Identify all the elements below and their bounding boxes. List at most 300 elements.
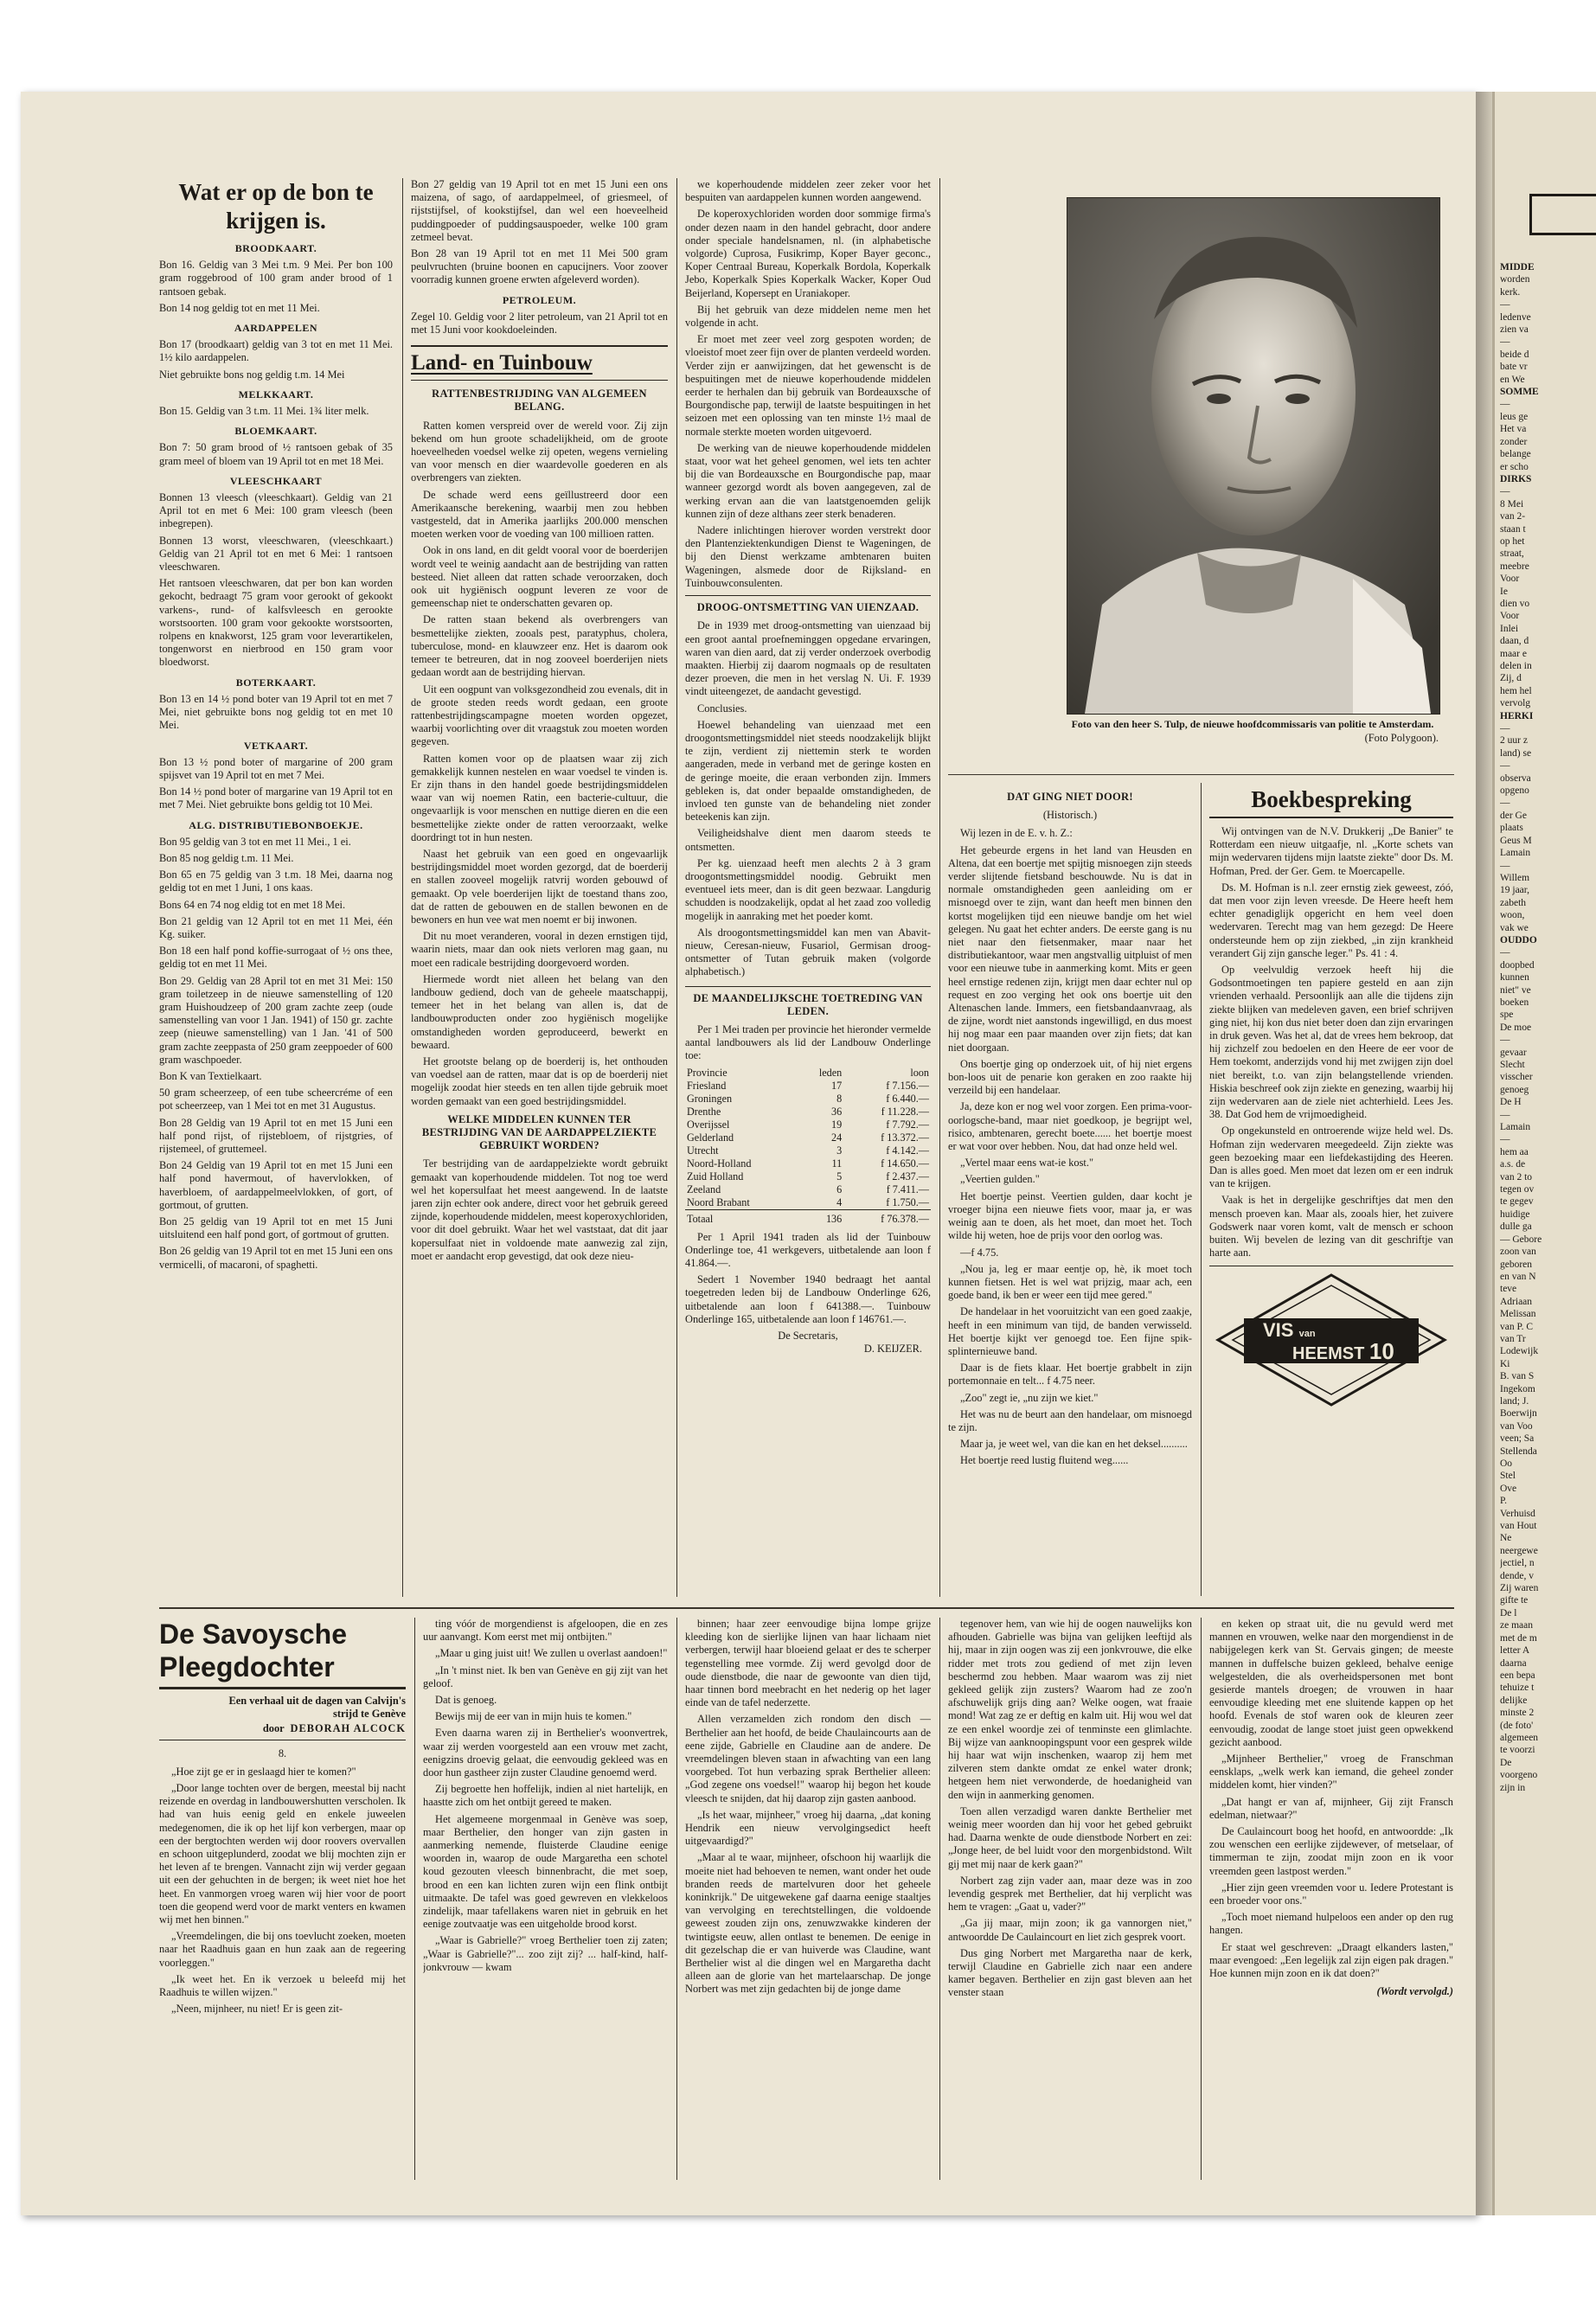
serial-paragraph: ting vóór de morgendienst is afgeloopen, die en zes uur aanvangt. Kom eerst met mij ontbijten." [423,1618,668,1644]
adjacent-page-line: 2 uur z [1500,735,1528,747]
ad-text-vis: VIS [1263,1318,1294,1341]
adjacent-page-line: — [1500,486,1510,497]
adjacent-page-line: delen in [1500,661,1532,671]
adjacent-page-line: — [1500,299,1510,311]
serial-column-4 [948,1618,1192,2189]
table-cell: Friesland [687,1079,727,1092]
serial-paragraph: „Maar u ging juist uit! We zullen u overlast aandoen!" [435,1647,668,1660]
serial-title-line-2: Pleegdochter [159,1650,406,1689]
table-cell: 8 [836,1092,843,1105]
serial-paragraph: Zij begroette hen hoffelijk, indien al niet hartelijk, en haastte zich om het ontbijt gereed te maken. [423,1783,668,1809]
ration-entry: Bonnen 13 vleesch (vleeschkaart). Geldig van 21 April tot en met 6 Mei: 100 gram vleesch (been inbegrepen). [159,491,393,530]
adjacent-page-line: zonder [1500,436,1528,447]
serial-paragraph: „Maar al te waar, mijnheer, ofschoon hij waarlijk die moeite niet had behoeven te nemen, want onder het oude branden reeds de martelvuren door het geheele koninkrijk." De uitgewekene gaf daarna eenige staaltjes van vervolging en terechtstellingen, die voldoende geweest zouden zijn ons, zenuwzwakke kinderen der twintigste eeuw, allen ontlast te benemen. De eenige in dit gezelschap die er van huiverde was Claudine, want Berthelier wist al die dingen wel en Margaretha dacht alleen aan de glorie van het martelaarschap. De jonge Norbert was met zijn gedachten bij de jonge dame [685,1851,931,1996]
article-paragraph: Per 1 April 1941 traden als lid der Tuinbouw Onderlinge toe, 41 werkgevers, uitbetalende aan loon f 41.864.—. [685,1230,931,1269]
adjacent-page-line: te voorzi [1500,1745,1535,1756]
adjacent-page-line: Slecht [1500,1060,1525,1070]
story-paragraph: Het gebeurde ergens in het land van Heusden en Altena, dat een boertje met spijtig misnoegen zijn steeds verder slijtende fietsband beschouwde. Nu is dat in normale omstandigheden geen aanleiding om er misnoegd over te zijn, want dan heeft men binnen den kortst mogelijken tijd een nieuwe bandje om het wiel gelegen. Nu gaat het echter anders. De eerste gang is nu niet naar den fietsenmaker, maar naar het distributiekantoor, waar men angstvallig uitpluist of men voor een nieuwe tube in aanmerking komt. Mits er geen heel ernstige redenen zijn, krijgt men daar echter nul op request en zoo verging het ook ons boertje uit den Altenaschen lande. Immers, een fietsbandaanvraag, als de zijne, wordt niet aanstonds ingewilligd, en dus moest hij nog maar een paar maanden over zijn fiets; dat kan niet doorgaan. [948,843,1192,1054]
ration-entry: Bon 21 geldig van 12 April tot en met 11 Mei, één Kg. suiker. [159,914,393,940]
adjacent-page-line: spe [1500,1009,1514,1021]
adjacent-page-line: leus ge [1500,411,1529,422]
table-cell: Utrecht [687,1144,719,1157]
adjacent-page-line: De [1500,1757,1512,1768]
adjacent-page-line: OUDDO [1500,934,1537,945]
adjacent-page-line: te gegev [1500,1196,1534,1208]
adjacent-page-line: — [1500,760,1510,772]
copper-agents-column [685,178,931,1597]
serial-paragraph: Er staat wel geschreven: „Draagt elkanders lasten," maar evengoed: „Een legelijk zal zijn eigen pak dragen." Hoe kunnen mijn zoon en ik dat doen?" [1209,1940,1453,1980]
petroleum-text: Zegel 10. Geldig voor 2 liter petroleum, van 21 April tot en met 15 Juni voor kookdoeleinden. [411,310,668,336]
article-paragraph: De werking van de nieuwe koperhoudende middelen staat, voor wat het geheel genomen, wel iets ten achter bij die van Bordeauxsche en Bourgondische pap, maar wanneer gezorgd wordt als boven aangegeven, zal de werking ervan aan die van laatstgenoemden gelijk kunnen zijn of deze althans zeer sterk benaderen. [685,441,931,520]
table-cell: f 1.750.— [886,1195,929,1208]
signoff-name: D. KEIJZER. [863,1343,922,1356]
adjacent-page-line: De l [1500,1607,1517,1618]
table-cell: f 6.440.— [886,1092,929,1105]
review-paragraph: Op ongekunsteld en ontroerende wijze held wel. Ds. Hofman zijn wedervaren meegedeeld. Zijn ziekte was geen bezoeking maar een liefdekastijding des Heeren. Dan is alles goed. Men moet dat lezen om er een indruk van te krijgen. [1209,1125,1453,1190]
story-paragraph: Het boertje peinst. Veertien gulden, daar kocht je vroeger bijna een nieuwe fiets voor, maar ja, er was weinig aan te doen, als het moet, dan moet het. Toch wilde hij weten, hoe de prijs voor den oorlog was. [948,1189,1192,1242]
adjacent-page-line: Zij, d [1500,673,1522,684]
adjacent-page-line: geboren [1500,1259,1533,1270]
adjacent-page-line: gifte te [1500,1595,1529,1606]
column-rule [939,1618,940,2180]
adjacent-page-line: jectiel, n [1500,1558,1535,1569]
photo-caption-block [1067,718,1439,744]
photo-credit: (Foto Polygoon). [1364,732,1439,744]
table-cell: Noord Brabant [687,1195,750,1208]
drought-heading: DROOG-ONTSMETTING VAN UIENZAAD. [696,601,920,614]
table-total-cell: 136 [825,1212,843,1225]
table-cell: Drenthe [687,1105,721,1118]
article-paragraph: De ratten staan bekend als overbrengers van besmettelijke ziekten, zooals pest, paratyphus, cholera, tuberculose, mond- en klauwzeer enz. Het is daarom ook temeer te betreuren, dat in nog zooveel boerderijen niets gedaan wordt aan de bestrijding hiervan. [411,613,668,679]
adjacent-page-line: meebre [1500,561,1529,572]
ration-section-heading: AARDAPPELEN [234,322,318,335]
table-cell: f 4.142.— [886,1144,929,1157]
article-paragraph: Ook in ons land, en dit geldt vooral voor de boerderijen wordt veel te weinig aandacht aan de bestrijding van ratten besteed. Niet alleen dat ratten schade veroorzaken, doch ook uit hygiënisch oogpunt leveren ze voor de gemeenschap niet te onderschatten gevaren op. [411,544,668,610]
ration-section-heading: MELKKAART. [238,388,314,401]
article-paragraph: De in 1939 met droog-ontsmetting van uienzaad bij een groot aantal proefneminggen opgedane ervaringen, waren van dien aard, dat zij verder onderzoek overbodig maakten. Hierbij zij daarom nogmaals op de resultaten dezer proeven, die men in het verslag N. Ui. F. 1939 vindt uiteengezet, de aandacht gevestigd. [685,619,931,698]
adjacent-page-line: maar e [1500,648,1527,659]
adjacent-page-line: Geus M [1500,835,1532,846]
article-paragraph: Ratten komen voor op de plaatsen waar zij zich gemakkelijk kunnen nestelen en waar voedsel te vinden is. Er zijn thans in den handel goede bestrijdingsmiddelen waar van wij noemen Ratin, een bacterie-cultuur, die ongevaarlijk is voor menschen en nuttige dieren en die een besmettelijke ziekte onder de ratten veroorzaakt, welke doordringt tot in hun nesten. [411,752,668,843]
serial-paragraph: Het algemeene morgenmaal in Genève was soep, maar Berthelier, den honger van zijn gasten in aanmerking nemende, fluisterde Claudine eenige woorden in, waarop de oude Margaretha een schotel koud gezouten vleesch binnenbracht, die met soep, brood en een kan lichten zuren wijn een flink ontbijt uitmaakte. De tafel was goed gewreven en vlekkeloos zindelijk, maar tafellakens waren niet in gebruik en het eenige zoutvaatje was een uitgeholde brood korst. [423,1812,668,1931]
potato-disease-heading: WELKE MIDDELEN KUNNEN TER BESTRIJDING VAN DE AARDAPPELZIEKTE GEBRUIKT WORDEN? [421,1112,657,1152]
signoff-label: De Secretaris, [778,1330,838,1343]
adjacent-page-line: Ki [1500,1358,1510,1369]
adjacent-page-line: — [1500,798,1510,809]
serial-paragraph: „Hoe zijt ge er in geslaagd hier te komen?" [171,1765,356,1778]
table-row [685,1157,931,1170]
article-paragraph: Er moet met zeer veel zorg gespoten worden; de vloeistof moet zeer fijn over de planten verdeeld worden. Verder zijn er aanwijzingen, dat het gewenscht is de bespuitingen met de nieuwe koperhoudende middelen eerder te herhalen dan bij gebruik van Bordeauxsche of Bourgondische pap, terwijl de laatste bespuitingen in het seizoen met een oplossing van ten minste 1½ maal de normale sterkte moeten worden uitgevoerd. [685,333,931,438]
serial-column-1 [159,1618,406,2189]
adjacent-page-line: Willem [1500,872,1530,883]
adjacent-page-line: SOMME [1500,387,1539,398]
ration-entry: Niet gebruikte bons nog geldig t.m. 14 Mei [159,368,345,381]
table-cell: 4 [836,1195,843,1208]
ration-entry: Bons 64 en 74 nog eldig tot en met 18 Mei. [159,898,346,911]
adjacent-page-line: teve [1500,1284,1517,1295]
adjacent-page-line: Lamain [1500,1122,1531,1133]
story-paragraph: „Nou ja, leg er maar eentje op, hè, ik moet toch kunnen fietsen. Het is wel wat prijzig, maar ach, een goede band, ik ben er weer een tijd mee gered." [948,1262,1192,1302]
column-rule [676,1618,677,2180]
ration-entry: Bon 65 en 75 geldig van 3 t.m. 18 Mei, daarna nog geldig tot en met 1 Juni, 1 ons kaas. [159,868,393,894]
adjacent-page-line: vak we [1500,922,1529,933]
serial-paragraph: „Vreemdelingen, die bij ons toevlucht zoeken, moeten naar het Raadhuis gaan en hun zaak aan de regeering voorleggen." [159,1930,406,1969]
adjacent-page-line: zien va [1500,324,1529,336]
adjacent-page-line: — [1500,1134,1510,1145]
adjacent-page-line: Zij waren [1500,1583,1539,1594]
adjacent-page-line: plaats [1500,823,1523,834]
review-column [1209,785,1453,1597]
adjacent-page-line: P. [1500,1496,1507,1507]
adjacent-page-line: observa [1500,772,1531,784]
serial-column-5 [1209,1618,1453,2189]
serial-paragraph: „Mijnheer Berthelier," vroeg de Franschman eensklaps, „welk werk kan iemand, die geheel zonder middelen komt, hier vinden?" [1209,1753,1453,1791]
ration-section-heading: ALG. DISTRIBUTIEBONBOEKJE. [189,818,363,831]
serial-author-prefix: door [262,1722,285,1735]
adjacent-page-line: HERKI [1500,710,1534,721]
serial-title-line-1: De Savoysche [159,1618,348,1650]
adjacent-page-line: Inlei [1500,623,1519,634]
adjacent-page-line: kerk. [1500,286,1521,298]
ration-entry: Bon 13 en 14 ½ pond boter van 19 April tot en met 7 Mei, niet gebruikte bons nog geldig tot en met 10 Mei. [159,692,393,732]
adjacent-page-line: De H [1500,1097,1522,1108]
story-paragraph: De handelaar in het vooruitzicht van een goed zaakje, heeft in een minimum van tijd, de banden verwisseld. Het boertje kijkt ver genoegd toe. Een fijne spik-splinternieuwe band. [948,1305,1192,1357]
adjacent-page-line: een bepa [1500,1670,1535,1681]
article-paragraph: Veiligheidshalve dient men daarom steeds te ontsmetten. [685,827,931,853]
members-table [685,1067,931,1226]
adjacent-page-line: vervolg [1500,698,1531,709]
serial-paragraph: „Waar is Gabrielle?" vroeg Berthelier toen zij zaten; „Waar is Gabrielle?"... zoo zijt zij? ... half-kind, half-jonkvrouw — kwam [423,1934,668,1973]
adjacent-page-line: — Gebore [1500,1234,1542,1245]
review-paragraph: Vaak is het in dergelijke geschriftjes dat men den mensch proeven kan. Maar als, zooals hier, het zuivere Godswerk naar voren komt, valt de mensch er schoon buiten. Wij bevelen de lezing van dit geschriftje van harte aan. [1209,1194,1453,1259]
adjacent-page-line: hem hel [1500,685,1532,696]
adjacent-page-line: huidige [1500,1208,1530,1220]
rations-column [159,178,393,1600]
adjacent-page-line: land) se [1500,747,1532,759]
article-paragraph: Conclusies. [697,702,747,715]
adjacent-page-line: dien vo [1500,598,1530,609]
story-subheading: (Historisch.) [1042,809,1098,822]
column-rule [402,178,403,1597]
ration-entry: 50 gram scheerzeep, of een tube scheercréme of een pot scheerzeep, van 1 Mei tot en met 31 Augustus. [159,1086,393,1112]
table-header-cell: loon [910,1066,929,1079]
table-cell: 36 [831,1105,843,1118]
table-cell: Zeeland [687,1183,721,1195]
story-paragraph: „Veertien gulden." [960,1173,1040,1186]
adjacent-page-line: — [1500,1109,1510,1120]
adjacent-page-line: boeken [1500,997,1529,1008]
table-row [685,1170,931,1183]
potato-disease-text: Ter bestrijding van de aardappelziekte wordt gebruikt gemaakt van koperhoudende middelen. Tot nog toe werd wel het kopersulfaat het meest aangewend. In de laatste jaren zijn echter ook andere, direct voor het gebruik gereed zijnde, koperhoudende middelen, meest koperoxychloriden, voor dit doel gebruikt. Waar het wel vaststaat, dat dit jaar kopersulfaat niet in voldoende mate aanwezig zal zijn, moet er aandacht erop gevestigd, dat ook deze nieu- [411,1157,668,1262]
adjacent-page-line: er scho [1500,461,1529,472]
adjacent-page-line: Stel [1500,1471,1516,1482]
serial-paragraph: De Caulaincourt boog het hoofd, en antwoordde: „Ik zou wenschen een eerlijke zijdewever, of metselaar, of timmerman te zijn, zoodat mijn zoon en ik voor vreemden geen lastpost werden." [1209,1825,1453,1877]
adjacent-page-line: Melissan [1500,1309,1536,1320]
heemst-advertisement [1209,1266,1453,1413]
serial-chapter: 8. [278,1747,287,1759]
table-cell: 11 [831,1157,843,1170]
ration-section-heading: BLOEMKAART. [234,425,317,438]
adjacent-page-line: — [1500,860,1510,871]
adjacent-page-line: Oo [1500,1458,1513,1469]
adjacent-page-line: — [1500,336,1510,348]
column-rule [1201,1618,1202,2180]
adjacent-page-line: Boerwijn [1500,1408,1537,1420]
table-row [685,1106,931,1118]
story-paragraph: Het boertje reed lustig fluitend weg...... [960,1454,1129,1467]
serial-paragraph: „In 't minst niet. Ik ben van Genève en gij zijt van het geloof. [423,1663,668,1689]
ration-entry: Bon 16. Geldig van 3 Mei t.m. 9 Mei. Per bon 100 gram roggebrood of 100 gram ander brood of 1 rantsoen gebak. [159,259,393,298]
page-divider [159,1607,1454,1609]
article-paragraph: Sedert 1 November 1940 bedraagt het aantal toegetreden leden bij de Landbouw Onderlinge 626, uitbetalende aan loon f 641388.—. Tuinbouw Onderlinge 165, uitbetalende aan loon f 146761.—. [685,1273,931,1325]
adjacent-page-line: en We [1500,374,1525,385]
adjacent-page-line: Stellenda [1500,1445,1537,1457]
adjacent-page-line: straat, [1500,548,1524,560]
table-row [685,1118,931,1131]
adjacent-page-line: worden [1500,274,1530,285]
article-paragraph: Als droogontsmettingsmiddel kan men van Abavit-nieuw, Ceresan-nieuw, Fusariol, Germisan droog-ontsmetter of Tutan gebruik maken (volgorde alphabetisch.) [685,926,931,978]
adjacent-page-line: van Tr [1500,1333,1526,1344]
serial-paragraph: Dat is genoeg. [435,1694,497,1707]
rations-title: Wat er op de bon te krijgen is. [178,179,374,234]
adjacent-page-text [1500,261,1595,1794]
adjacent-page-line: dulle ga [1500,1221,1532,1233]
adjacent-page-header-box [1529,194,1596,235]
adjacent-page-line: gevaar [1500,1047,1527,1058]
adjacent-page-line: tegen ov [1500,1184,1535,1195]
portrait-photo [1067,197,1440,715]
adjacent-page-line: — [1500,723,1510,734]
adjacent-page-line: van 2- [1500,511,1526,522]
table-cell: f 7.411.— [886,1183,929,1195]
adjacent-page-line: visscher [1500,1072,1533,1083]
serial-paragraph: „Dat hangt er van af, mijnheer, Gij zijt Fransch edelman, nietwaar?" [1209,1795,1453,1821]
article-paragraph: Uit een oogpunt van volksgezondheid zou evenals, dit in de groote steden reeds wordt gedaan, een groote rattenbestrijdingscampagne moeten worden opgezet, waarbij voorlichting over dit vraagstuk zou moeten worden gegeven. [411,683,668,748]
table-row [685,1183,931,1196]
portrait-illustration [1067,198,1439,714]
story-paragraph: —f 4.75. [960,1246,999,1259]
petroleum-heading: PETROLEUM. [502,293,577,306]
ration-entry: Bon K van Textielkaart. [159,1069,262,1082]
serial-paragraph: „Toch moet niemand hulpeloos een ander op den rug hangen. [1209,1911,1453,1937]
section-rule [948,774,1454,775]
story-column [948,785,1192,1597]
ration-entry: Het rantsoen vleeschwaren, dat per bon kan worden gekocht, bedraagt 75 gram voor gerookt of gekookt varkens-, rund- of kalfsvleesch en gerookte worstsoorten. 100 gram voor gekookte worstsoorten, rolpens en knakworst, 125 gram voor leverartikelen, tongenworst en nierbrood en 150 gram voor bloedworst. [159,577,393,669]
adjacent-page-line: daan, d [1500,636,1529,647]
story-paragraph: Maar ja, je weet wel, van die kan en het deksel.......... [960,1438,1188,1451]
article-paragraph: Hiermede wordt niet alleen het belang van den landbouw gediend, doch van de geheele maatschappij, temeer het in het belang van allen is, dat de landbouwproducten onder zoo hygiënisch mogelijke omstandigheden worden geproduceerd, bewerkt en bewaard. [411,972,668,1051]
adjacent-page-line: opgeno [1500,785,1529,797]
adjacent-page-line: (de foto' [1500,1720,1534,1731]
adjacent-page-line: hem aa [1500,1146,1529,1157]
adjacent-page-line: der Ge [1500,810,1527,821]
serial-paragraph: Norbert zag zijn vader aan, maar deze was in zoo levendig gesprek met Berthelier, dat hij verplicht was hem te vragen: „Gaat u, vader?" [948,1874,1192,1913]
serial-column-2 [423,1618,668,2189]
serial-paragraph: „Ik weet het. En ik verzoek u beleefd mij het Raadhuis te willen wijzen." [159,1972,406,1999]
adjacent-page-line: voorgeno [1500,1770,1538,1781]
adjacent-page-line: — [1500,1035,1510,1046]
ration-entry: Bon 14 ½ pond boter of margarine van 19 April tot en met 7 Mei. Niet gebruikte bons geldig tot 10 Mei. [159,785,393,811]
adjacent-page-line: ze maan [1500,1620,1533,1631]
adjacent-page-line: DIRKS [1500,473,1532,484]
adjacent-page-line: MIDDE [1500,262,1535,272]
table-total-cell: Totaal [687,1212,714,1225]
serial-paragraph: Dus ging Norbert met Margaretha naar de kerk, terwijl Claudine en Gabrielle zich naar een andere kamer begaven. Berthelier en zijn gast bleven aan het venster staan [948,1946,1192,1999]
adjacent-page-line: delijke [1500,1695,1528,1706]
story-heading: DAT GING NIET DOOR! [1007,791,1133,803]
article-paragraph: Per kg. uienzaad heeft men alechts 2 à 3 gram droogontsmettingsmiddel noodig. Gebruikt men eventueel iets meer, dan is dit geen bezwaar. Langdurig schudden is noodzakelijk, opdat al het zaad zoo volledig mogelijk in aanraking met het poeder komt. [685,856,931,922]
ration-entry: Bon 95 geldig van 3 tot en met 11 Mei., 1 ei. [159,835,351,848]
review-paragraph: Wij ontvingen van de N.V. Drukkerij „De Banier" te Rotterdam een nieuw uitgaafje, nl. „Korte schets van mijn wedervaren tijdens mijn laatste ziekte" door Ds. M. Hofman, Pred. der Ger. Gem. te Moercapelle. [1209,825,1453,877]
ration-entry: Bonnen 13 worst, vleeschwaren, (vleeschkaart.) Geldig van 21 April tot en met 6 Mei: 1 rantsoen vleeschwaren. [159,534,393,574]
adjacent-page-line: woon, [1500,910,1525,921]
table-cell: 24 [831,1131,843,1144]
serial-paragraph: binnen; haar zeer eenvoudige bijna lompe grijze kleeding kon de sierlijke lijnen van haar lichaam niet verbergen, terwijl haar bloeiend gelaat er des te scherper tegenstelling mee vormde. Zij werd gevolgd door de oude dienstbode, die naar de gewoonte van dien tijd, haar tinnen bord meebracht en het nederig op het lager einde van de tafel nederzette. [685,1618,931,1709]
adjacent-page-line: minste 2 [1500,1708,1535,1719]
ration-section-heading: BOTERKAART. [235,676,317,689]
article-paragraph: Naast het gebruik van een goed en ongevaarlijk bestrijdingsmiddel moet worden gezorgd, dat de boerderij en stallen zooveel mogelijk ratvrij worden gebouwd of gemaakt. Op vele boerderijen lijkt de toestand thans zoo, dat de ratten de gebouwen en de stallen bewonen en de bewoners en hun vee wat men noemt er bij inwonen. [411,847,668,926]
serial-author: DEBORAH ALCOCK [290,1722,406,1735]
ration-entry: Bon 24 Geldig van 19 April tot en met 15 Juni een half pond havermout, of havervlokken, of haverbloem, of aardappelmeelvlokken, of gort, of gortmout, of grutten. [159,1159,393,1211]
ad-text-heemst: HEEMST [1292,1343,1365,1363]
adjacent-page-line: belange [1500,449,1531,460]
story-paragraph: Het was nu de beurt aan den handelaar, om misnoegd te zijn. [948,1407,1192,1433]
adjacent-page-line: Voor [1500,574,1520,585]
adjacent-page-line: bate vr [1500,362,1528,373]
table-cell: 17 [831,1079,843,1092]
serial-paragraph: „Is het waar, mijnheer," vroeg hij daarna, „dat koning Hendrik een nieuw vervolgingsedict heeft uitgevaardigd?" [685,1808,931,1848]
article-paragraph: Het grootste belang op de boerderij is, het onthouden van voedsel aan de ratten, maar dat is op de boerderij niet mogelijk zoodat hier steeds en ten allen tijde gebruik moet worden gemaakt van een goed bestrijdingsmiddel. [411,1054,668,1107]
adjacent-page-line: letter A [1500,1645,1530,1657]
ration-entry: Bon 14 nog geldig tot en met 11 Mei. [159,301,320,314]
adjacent-page-line: Adriaan [1500,1296,1533,1307]
table-total-cell: f 76.378.— [881,1212,929,1225]
serial-paragraph: Allen verzamelden zich rondom den disch — Berthelier aan het hoofd, de beide Chaulaincourts aan de eene zijde, Gabrielle en Claudine aan de andere. De vreemdelingen bleven staan in afwachting van een lang voorgebed. Tot hun verbazing sprak Berthelier alleen: „God zegene ons voedsel!" waarop hij begon het koude vleesch te snijden, dat hij daarop zijn gasten aanbood. [685,1713,931,1804]
adjacent-page-line: Verhuisd [1500,1508,1535,1519]
adjacent-page-line: land; J. [1500,1395,1529,1407]
ration-entry: Bon 28 Geldig van 19 April tot en met 15 Juni een half pond rijst, of rijstebloem, of rijstgries, of rijstemeel, of gruttemeel. [159,1116,393,1155]
table-row [685,1196,931,1210]
table-cell: Groningen [687,1092,733,1105]
ration-entry: Bon 18 een half pond koffie-surrogaat of ½ ons thee, geldig tot en met 11 Mei. [159,945,393,971]
adjacent-page-line: zabeth [1500,897,1527,908]
ration-section-heading: BROODKAART. [234,242,317,254]
adjacent-page-line: niet" ve [1500,984,1531,996]
serial-column-3 [685,1618,931,2189]
table-cell: 19 [831,1118,843,1131]
adjacent-page-line: — [1500,399,1510,410]
table-row [685,1131,931,1144]
article-paragraph: Nadere inlichtingen hierover worden verstrekt door den Plantenziektenkundigen Dienst te Wageningen, de bij den Dienst werkzame ambtenaren buiten Wageningen, alsmede door de Rijksland- en Tuinbouwconsulenten. [685,524,931,589]
table-header-cell: Provincie [687,1066,727,1079]
table-cell: f 13.372.— [881,1131,929,1144]
monthly-intro: Per 1 Mei traden per provincie het hieronder vermelde aantal landbouwers als lid der Landbouw Onderlinge toe: [685,1022,931,1062]
column-rule [1201,783,1202,1596]
adjacent-page-edge [1492,92,1596,2215]
review-title: Boekbespreking [1209,785,1453,818]
ad-text-van: van [1298,1328,1316,1339]
adjacent-page-line: Ne [1500,1533,1512,1544]
article-paragraph: Dit nu moet veranderen, vooral in dezen ernstigen tijd, waarin niets, maar dan ook niets verloren mag gaan, nu moet een radicale bestrijding doorgevoerd worden. [411,930,668,969]
adjacent-page-line: veen; Sa [1500,1433,1535,1445]
column-rule [414,1618,415,2180]
adjacent-page-line: en van N [1500,1271,1536,1282]
section-title-land-tuinbouw: Land- en Tuinbouw [411,351,593,375]
adjacent-page-line: tehuize t [1500,1682,1535,1694]
column-rule [676,178,677,1597]
photo-caption: Foto van den heer S. Tulp, de nieuwe hoofdcommissaris van politie te Amsterdam. [1071,718,1434,730]
adjacent-page-line: neergewe [1500,1545,1538,1556]
story-paragraph: „Vertel maar eens wat-ie kost." [960,1157,1094,1170]
story-paragraph: Wij lezen in de E. v. h. Z.: [960,827,1073,840]
table-cell: 3 [836,1144,843,1157]
adjacent-page-line: van Hout [1500,1521,1537,1532]
adjacent-page-line: op het [1500,535,1525,547]
serial-paragraph: „Ga jij maar, mijn zoon; ik ga vannorgen niet," antwoordde De Caulaincourt en liet zich gesprek voort. [948,1917,1192,1943]
adjacent-page-line: Lamain [1500,848,1531,859]
ration-section-heading: VLEESCHKAART [229,474,323,487]
ration-entry: Bon 25 geldig van 19 April tot en met 15 Juni uitsluitend een half pond gort, of gortmout of grutten. [159,1215,393,1241]
adjacent-page-line: Voor [1500,611,1520,622]
adjacent-page-line: Het va [1500,424,1527,435]
serial-paragraph: Even daarna waren zij in Berthelier's woonvertrek, waar zij werden voorgesteld aan een vrouw met zacht, eenigzins droevig gelaat, die eenvoudig gekleed was en door hun gastheer zijn zuster Claudine genoemd werd. [423,1727,668,1779]
ad-diamond-graphic [1209,1266,1453,1413]
adjacent-page-line: 8 Mei [1500,498,1524,510]
table-cell: Zuid Holland [687,1170,744,1183]
adjacent-page-line: 19 jaar, [1500,885,1530,896]
serial-subtitle: Een verhaal uit de dagen van Calvijn's strijd te Genève [228,1695,406,1721]
ration-entry: Bon 29. Geldig van 28 April tot en met 31 Mei: 150 gram toiletzeep in de nieuwe samenstelling of 120 gram Huishoudzeep of 200 gram zachte zeep (oude samenstelling van voor 1 Jan. 1941) of 150 gr. zachte zeep (nieuwe samenstelling) van 1 Jan. '41 of 500 gram zachte zeeppasta of 250 gram zeeppoeder of 600 gram waschpoeder. [159,974,393,1066]
adjacent-page-line: daarna [1500,1657,1527,1669]
serial-paragraph: „Hier zijn geen vreemden voor u. Iedere Protestant is een broeder voor ons." [1209,1881,1453,1907]
adjacent-page-line: zijn in [1500,1782,1526,1793]
adjacent-page-line: genoeg [1500,1084,1529,1095]
adjacent-page-line: met de m [1500,1632,1537,1644]
story-paragraph: Ja, deze kon er nog wel voor zorgen. Een prima-voor-oorlogsche-band, maar niet goedkoop, je begrijpt wel, risico, ambtenaren, gerecht boete...... het boertje moest er wat voor over hebben. Nou, dat had onze held wel. [948,1100,1192,1153]
table-cell: f 2.437.— [886,1170,929,1183]
page-gutter [1476,92,1492,2215]
adjacent-page-line: Ingekom [1500,1383,1535,1394]
adjacent-page-line: staan t [1500,523,1526,535]
adjacent-page-line: van Voo [1500,1420,1533,1432]
adjacent-page-line: zoon van [1500,1247,1536,1258]
ration-entry: Bon 7: 50 gram brood of ½ rantsoen gebak of 35 gram meel of bloem van 19 April tot en met 18 Mei. [159,441,393,467]
rats-heading: RATTENBESTRIJDING VAN ALGEMEEN BELANG. [432,388,647,413]
review-paragraph: Op veelvuldig verzoek heeft hij die Godsontmoetingen ten papiere gesteld en aan zijn vrienden verhaald. Persoonlijk aan alle die tijdens zijn ziekte blijken van medeleven gaven, een brief schrijven ging niet, hij kon dus niet beter doen dan zijn ervaringen in druk geven. Was het al, dat de vrees hem bekroop, dat hij zichzelf zou bedoelen en den Heere de eer voor de Hem toekomt, anderzijds vond hij met zwijgen zijn doel niet bereikt, t.o. van zijn belangstellende vrienden. Hiskia beschreef ook zijn ziekte en genezing, waarbij hij zijn wedervaren aan de ziele niet achterhield. Lees Jes. 38. Dat God hem de vrijmoedigheid. [1209,964,1453,1121]
serial-paragraph: Toen allen verzadigd waren dankte Berthelier met weinig meer woorden dan hij voor het gebed gebruikt had. Daarna wenkte de oude dienstbode Norbert en zei: „Jonge heer, de bel luidt voor den morgenbidstond. Wilt gij met mij naar de kerk gaan?" [948,1804,1192,1870]
ration-entry: Bon 26 geldig van 19 April tot en met 15 Juni een ons vermicelli, of macaroni, of spaghetti. [159,1245,393,1271]
ration-section-heading: VETKAART. [243,739,309,752]
adjacent-page-line: van P. C [1500,1321,1534,1332]
adjacent-page-line: doopbed [1500,959,1535,971]
adjacent-page-line: van 2 to [1500,1171,1533,1183]
story-paragraph: Ons boertje ging op onderzoek uit, of hij niet ergens bon-loos uit de penarie kon geraken en zoo raakte hij verzeild bij een handelaar. [948,1057,1192,1097]
table-row [685,1144,931,1157]
article-paragraph: we koperhoudende middelen zeer zeker voor het bespuiten van aardappelen kunnen worden aangewend. [685,178,931,204]
adjacent-page-line: Ove [1500,1483,1517,1494]
adjacent-page-line: algemeen [1500,1732,1539,1743]
adjacent-page-line: kunnen [1500,972,1529,984]
adjacent-page-line: ledenve [1500,311,1531,323]
table-cell: 6 [836,1183,843,1195]
article-paragraph: De koperoxychloriden worden door sommige firma's onder dezen naam in den handel gebracht, door andere onder speciale handelsnamen, nl. (in alphabetische volgorde) Cuprosa, Fusikrimp, Koper Bayer geconc., Koper Centraal Bureau, Koperkalk Bordola, Koperkalk Jebo, Koperkalk Spies Koperkalk Wacker, Koper Oud Beijerland, Kopersept en Uraniakoper. [685,208,931,299]
serial-paragraph: Bewijs mij de eer van in mijn huis te komen." [435,1710,632,1723]
ration-entry: Bon 27 geldig van 19 April tot en met 15 Juni een ons maizena, of sago, of aardappelmeel, of griesmeel, of rijststijfsel, of kookstijfsel, dan wel een hoeveelheid puddingpoeder of puddingsauspoeder, welke 100 gram zetmeel bevat. [411,178,668,243]
adjacent-page-line: a.s. de [1500,1159,1526,1170]
article-paragraph: Hoewel behandeling van uienzaad met een droogontsmettingsmiddel niet steeds noodzakelijk blijkt te zijn, verdient zij niettemin sterk te worden aangeraden, mede in verband met de geringe kosten en de geringe moeite, die eraan verbonden zijn. Immers gebleken is, dat onder bepaalde omstandigheden, de invloed ten gunste van de behandeling niet zonder beteekenis kan zijn. [685,718,931,824]
ration-entry: Bon 85 nog geldig t.m. 11 Mei. [159,851,294,864]
table-cell: Noord-Holland [687,1157,752,1170]
